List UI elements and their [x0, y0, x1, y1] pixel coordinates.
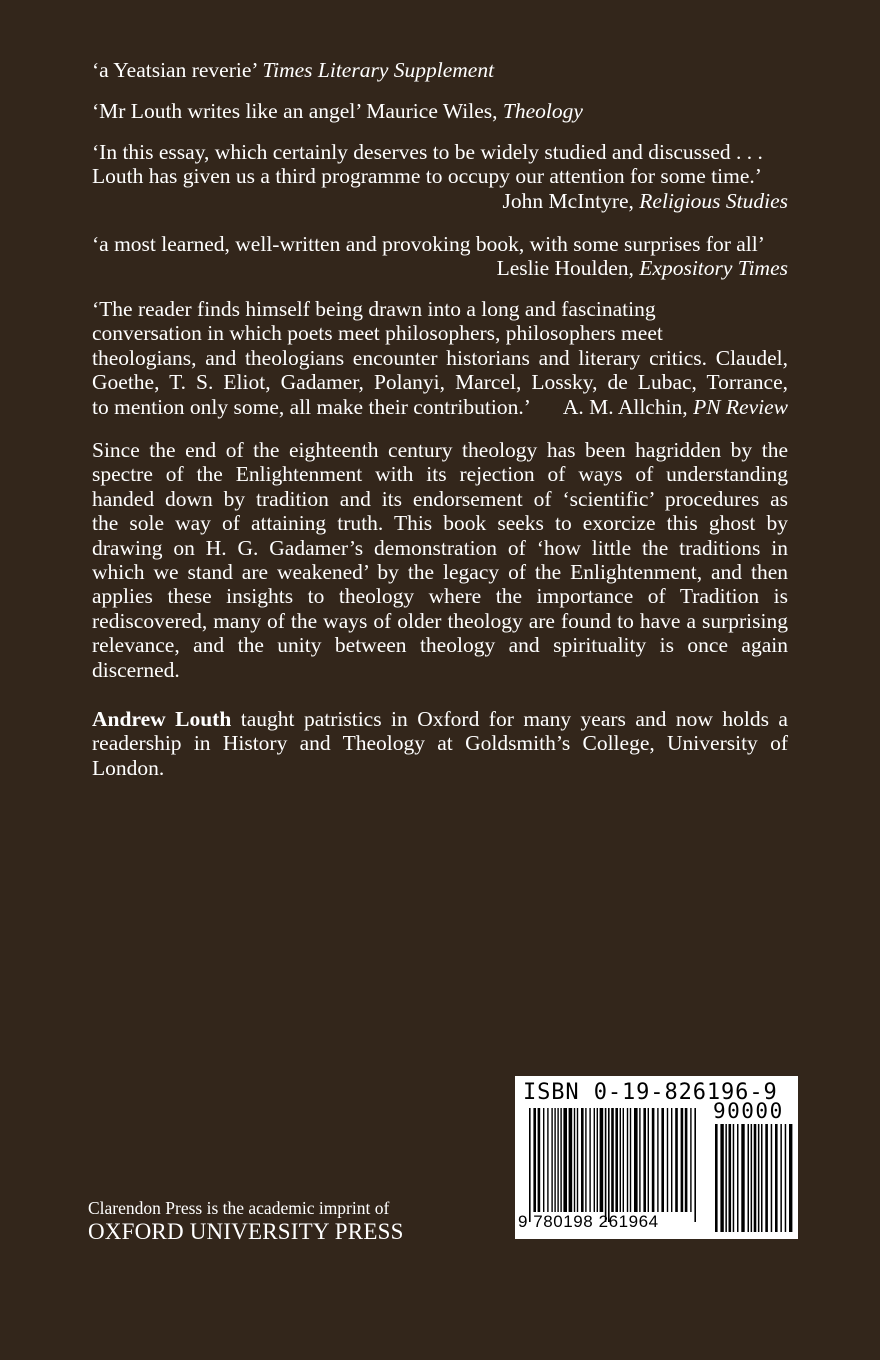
imprint-note: Clarendon Press is the academic imprint of — [88, 1198, 390, 1218]
reviewer-name: John McIntyre, — [502, 188, 640, 213]
isbn-label: ISBN 0-19-826196-9 — [523, 1080, 778, 1105]
barcode-bar — [577, 1108, 578, 1212]
barcode-bar — [780, 1124, 782, 1232]
description-line: rediscovered, many of the ways of older theology are found to have a surprising — [92, 608, 788, 633]
barcode-bar — [538, 1108, 541, 1212]
barcode-bar — [597, 1108, 598, 1212]
barcode-bar — [789, 1124, 792, 1232]
review-quote: ‘Mr Louth writes like an angel’ Maurice Wiles, — [92, 99, 503, 123]
review-pn-review — [92, 297, 788, 419]
isbn-barcode — [515, 1076, 798, 1239]
barcode-bar — [661, 1108, 664, 1212]
description-line: spectre of the Enlightenment with its rejection of ways of understanding — [92, 462, 788, 487]
barcode-bar — [569, 1108, 573, 1212]
barcode-bar — [765, 1124, 768, 1232]
barcode-bar — [652, 1108, 655, 1212]
author-bio-text: taught patristics in Oxford for many years and now holds a — [231, 707, 788, 731]
barcode-bar — [560, 1108, 561, 1212]
barcode-bar — [563, 1108, 567, 1212]
review-times-literary-supplement — [92, 58, 788, 82]
barcode-bar — [715, 1124, 718, 1232]
barcode-bar — [720, 1124, 723, 1232]
ean-number: 9 780198 261964 — [518, 1212, 659, 1231]
barcode-bar — [608, 1108, 610, 1222]
review-quote: ‘a Yeatsian reverie’ — [92, 58, 263, 82]
barcode-bar — [585, 1108, 586, 1212]
review-line: theologians, and theologians encounter historians and literary critics. Claudel, — [92, 345, 788, 370]
barcode-bar — [761, 1124, 763, 1232]
publisher-name: OXFORD UNIVERSITY PRESS — [88, 1219, 404, 1244]
barcode-bar — [594, 1108, 595, 1212]
barcode-bar — [725, 1124, 727, 1232]
barcode-bar — [611, 1108, 614, 1212]
book-description — [92, 438, 788, 682]
barcode-bar — [551, 1108, 552, 1212]
barcode-bar — [657, 1108, 658, 1212]
barcode-bar — [547, 1108, 548, 1212]
description-line: which we stand are weakened’ by the legacy of the Enlightenment, and then — [92, 560, 788, 585]
author-bio — [92, 707, 788, 780]
barcode-bar — [681, 1108, 684, 1212]
barcode-bar — [605, 1108, 607, 1222]
review-line: to mention only some, all make their contribution.’ — [92, 394, 531, 419]
barcode-bar — [737, 1124, 739, 1232]
description-line: drawing on H. G. Gadamer’s demonstration of ‘how little the traditions in — [92, 535, 788, 560]
barcode-bar — [634, 1108, 638, 1212]
barcode-bar — [671, 1108, 672, 1212]
barcode-bar — [775, 1124, 778, 1232]
barcode-bar — [600, 1108, 604, 1212]
review-source: Times Literary Supplement — [262, 58, 495, 82]
review-religious-studies — [92, 140, 788, 213]
review-line: ‘The reader finds himself being drawn into a long and fascinating — [92, 297, 656, 321]
barcode-bar — [751, 1124, 753, 1232]
description-line: applies these insights to theology where the importance of Tradition is — [92, 584, 788, 609]
barcode-bar — [733, 1124, 735, 1232]
review-theology — [92, 99, 788, 123]
review-source: PN Review — [693, 394, 788, 419]
review-line: ‘a most learned, well-written and provoking book, with some surprises for all’ — [92, 232, 765, 256]
review-expository-times — [92, 232, 788, 281]
barcode-bar — [748, 1124, 750, 1232]
description-line: discerned. — [92, 657, 180, 682]
review-line: Goethe, T. S. Eliot, Gadamer, Polanyi, Marcel, Lossky, de Lubac, Torrance, — [92, 370, 788, 395]
barcode-bar — [589, 1108, 590, 1212]
barcode-bar — [675, 1108, 678, 1212]
barcode-bar — [620, 1108, 621, 1212]
reviewer-name: Leslie Houlden, — [496, 256, 640, 281]
description-line: Since the end of the eighteenth century theology has been hagridden by the — [92, 438, 788, 462]
review-source: Expository Times — [639, 256, 788, 281]
barcode-bar — [627, 1108, 628, 1212]
barcode-bar — [557, 1108, 558, 1212]
publisher-imprint — [88, 1197, 404, 1245]
author-name: Andrew Louth — [92, 707, 232, 731]
review-source: Religious Studies — [639, 188, 788, 213]
barcode-bar — [758, 1124, 760, 1232]
barcode-bar — [685, 1108, 688, 1212]
review-source: Theology — [502, 99, 583, 123]
description-line: handed down by tradition and its endorsement of ‘scientific’ procedures as — [92, 486, 788, 511]
author-bio-text: London. — [92, 755, 165, 780]
author-bio-text: readership in History and Theology at Goldsmith’s College, University of — [92, 731, 788, 756]
description-line: relevance, and the unity between theology and spirituality is once again — [92, 633, 788, 658]
barcode-bar — [667, 1108, 668, 1212]
review-line: conversation in which poets meet philosophers, philosophers meet — [92, 321, 663, 346]
barcode-bar — [643, 1108, 646, 1212]
barcode-bar — [581, 1108, 584, 1212]
barcode-bar — [754, 1124, 757, 1232]
barcode-bar — [533, 1108, 536, 1212]
barcode-bar — [648, 1108, 649, 1212]
barcode-bar — [623, 1108, 624, 1212]
barcode-bar — [785, 1124, 787, 1232]
barcode-bar — [729, 1124, 732, 1232]
barcode-bar — [529, 1108, 531, 1222]
barcode-bar — [554, 1108, 555, 1212]
barcode-bar — [639, 1108, 640, 1212]
price-addon-code: 90000 — [713, 1099, 784, 1123]
barcode-bar — [543, 1108, 544, 1212]
barcode-bar — [574, 1108, 575, 1212]
description-line: the sole way of attaining truth. This book seeks to exorcize this ghost by — [92, 511, 788, 536]
barcode-bar — [771, 1124, 773, 1232]
barcode-bar — [630, 1108, 631, 1212]
review-line: ‘In this essay, which certainly deserves to be widely studied and discussed . . . — [92, 140, 763, 164]
barcode-bar — [690, 1108, 691, 1212]
review-line: Louth has given us a third programme to occupy our attention for some time.’ — [92, 164, 762, 189]
barcode-bar — [694, 1108, 696, 1222]
reviewer-name: A. M. Allchin, — [562, 394, 694, 419]
barcode-bar — [741, 1124, 744, 1232]
barcode-bar — [615, 1108, 618, 1212]
